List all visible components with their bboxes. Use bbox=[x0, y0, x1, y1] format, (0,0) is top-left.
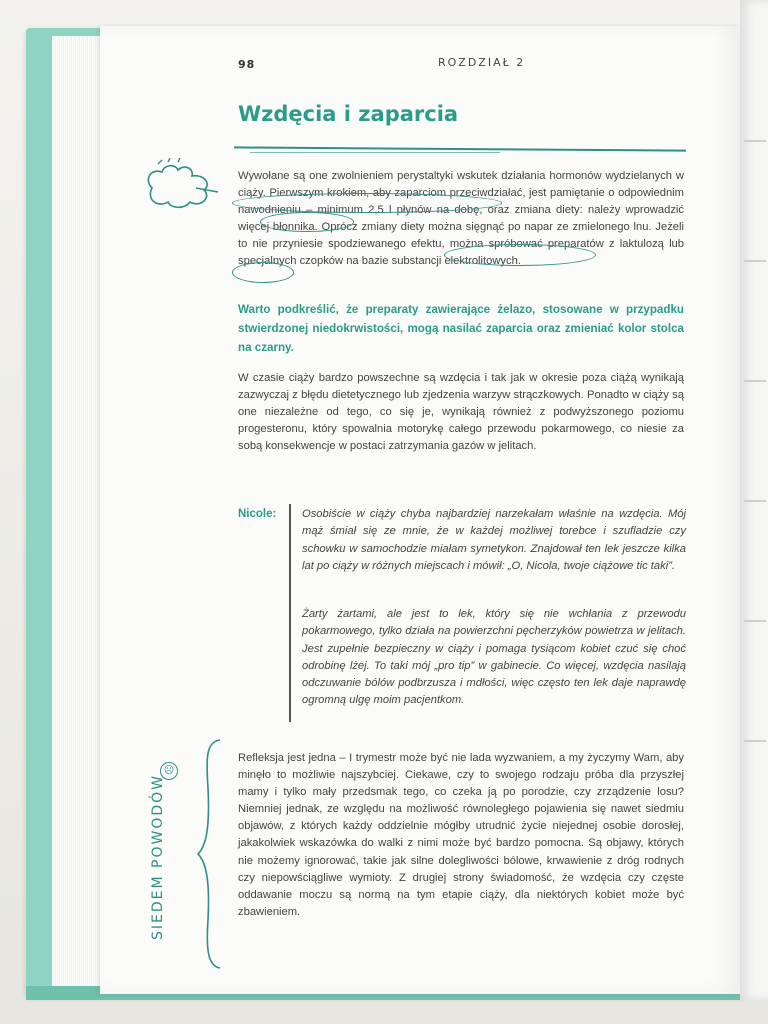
facing-page-line bbox=[744, 260, 766, 262]
quote-divider bbox=[289, 504, 291, 722]
chapter-label: ROZDZIAŁ 2 bbox=[438, 56, 526, 69]
facing-page-line bbox=[744, 140, 766, 142]
handdrawn-circle-czopkow bbox=[232, 262, 294, 283]
page-number: 98 bbox=[238, 58, 256, 71]
paragraph-iron-note: Warto podkreślić, że preparaty zawierające żelazo, stosowane w przypadku stwierdzonej niedokrwistości, mogą nasilać zaparcia oraz zmieniać kolor stolca na czarny. bbox=[238, 303, 684, 354]
quote-speaker: Nicole: bbox=[238, 508, 277, 520]
handdrawn-circle-laktulozy bbox=[444, 244, 596, 266]
side-label-seven-reasons: SIEDEM POWODÓW bbox=[150, 774, 166, 940]
title-underline-secondary bbox=[250, 152, 500, 153]
paragraph-bloating: W czasie ciąży bardzo powszechne są wzdęcia i tak jak w okresie poza ciążą wynikają zazwyczaj z błędu dietetycznego lub zjedzenia warzyw strączkowych. Ponadto w ciąży są one niezależne od tego, co się je, wynikają również z podwyższonego poziomu progesteronu, który spowalnia motorykę całego przewodu pokarmowego, co niesie za sobą konsekwencje w postaci zatrzymania gazów w jelitach. bbox=[238, 372, 684, 453]
facing-page-line bbox=[744, 620, 766, 622]
intestine-doodle-icon bbox=[138, 158, 222, 216]
handdrawn-brace-icon bbox=[196, 738, 226, 970]
quote-paragraph-2: Żarty żartami, ale jest to lek, który się nie wchłania z przewodu pokarmowego, tylko działa na powierzchni pęcherzyków powietrza w jelitach. Jest zupełnie bezpieczny w ciąży i pomaga tysiącom kobiet czuć się choć odrobinę lżej. To taki mój „pro tip” w gabinecie. Co więcej, wzdęcia nasilają odczuwanie bólów podbrzusza i mdłości, więc często ten lek daje naprawdę ogromną ulgę moim pacjentkom. bbox=[302, 608, 686, 707]
facing-page bbox=[740, 0, 768, 1000]
facing-page-line bbox=[744, 380, 766, 382]
paragraph-reflection: Refleksja jest jedna – I trymestr może być nie lada wyzwaniem, a my życzymy Wam, aby minęło to możliwie najszybciej. Ciekawe, czy to swojego rodzaju próba dla przyszłej mamy i tylko mały przedsmak tego, co czeka ją po porodzie, czy zrządzenie losu? Niemniej jednak, ze względu na możliwość równoległego pojawienia się nawet siedmiu objawów, z których każdy oddzielnie mógłby utrudnić życie niejednej osobie dorosłej, jakakolwiek wskazówka do walki z nimi może być bardzo pomocna. Są objawy, których nie możemy ignorować, takie jak silne dolegliwości bólowe, krwawienie z dróg rodnych czy niepowściągliwe wymioty. Z drugiej strony świadomość, że wzdęcia czy częste oddawanie moczu są normą na tym etapie ciąży, dla niektórych kobiet może być zbawieniem. bbox=[238, 752, 684, 918]
sad-face-icon: ☹ bbox=[160, 762, 178, 780]
handdrawn-circle-nawodnienie bbox=[232, 193, 502, 213]
facing-page-line bbox=[744, 740, 766, 742]
section-title: Wzdęcia i zaparcia bbox=[238, 102, 459, 126]
quote-paragraph-1: Osobiście w ciąży chyba najbardziej narzekałam właśnie na wzdęcia. Mój mąż śmiał się ze mnie, że w każdej możliwej torebce i szufladzie czy schowku w samochodzie miałam symetykon. Znajdował ten lek jeszcze kilka lat po ciąży w różnych miejscach i mówił: „O, Nicola, twoje ciążowe tic taki”. bbox=[302, 508, 686, 572]
facing-page-line bbox=[744, 500, 766, 502]
paragraph-constipation: Wywołane są one zwolnieniem perystaltyki wskutek działania hormonów wydzielanych w ciąży. Pierwszym krokiem, aby zaparciom przeciwdziałać, jest pamiętanie o odpowiednim nawodnieniu – minimum 2,5 l płynów na dobę, oraz zmiana diety: należy wprowadzić więcej błonnika. Oprócz zmiany diety można sięgnąć po napar ze zmielonego lnu. Jeżeli to nie przyniesie spodziewanego efektu, można spróbować preparatów z laktulozą lub specjalnych czopków na bazie substancji elektrolitowych. bbox=[238, 170, 684, 268]
handdrawn-circle-zmiana-diety bbox=[260, 212, 354, 232]
